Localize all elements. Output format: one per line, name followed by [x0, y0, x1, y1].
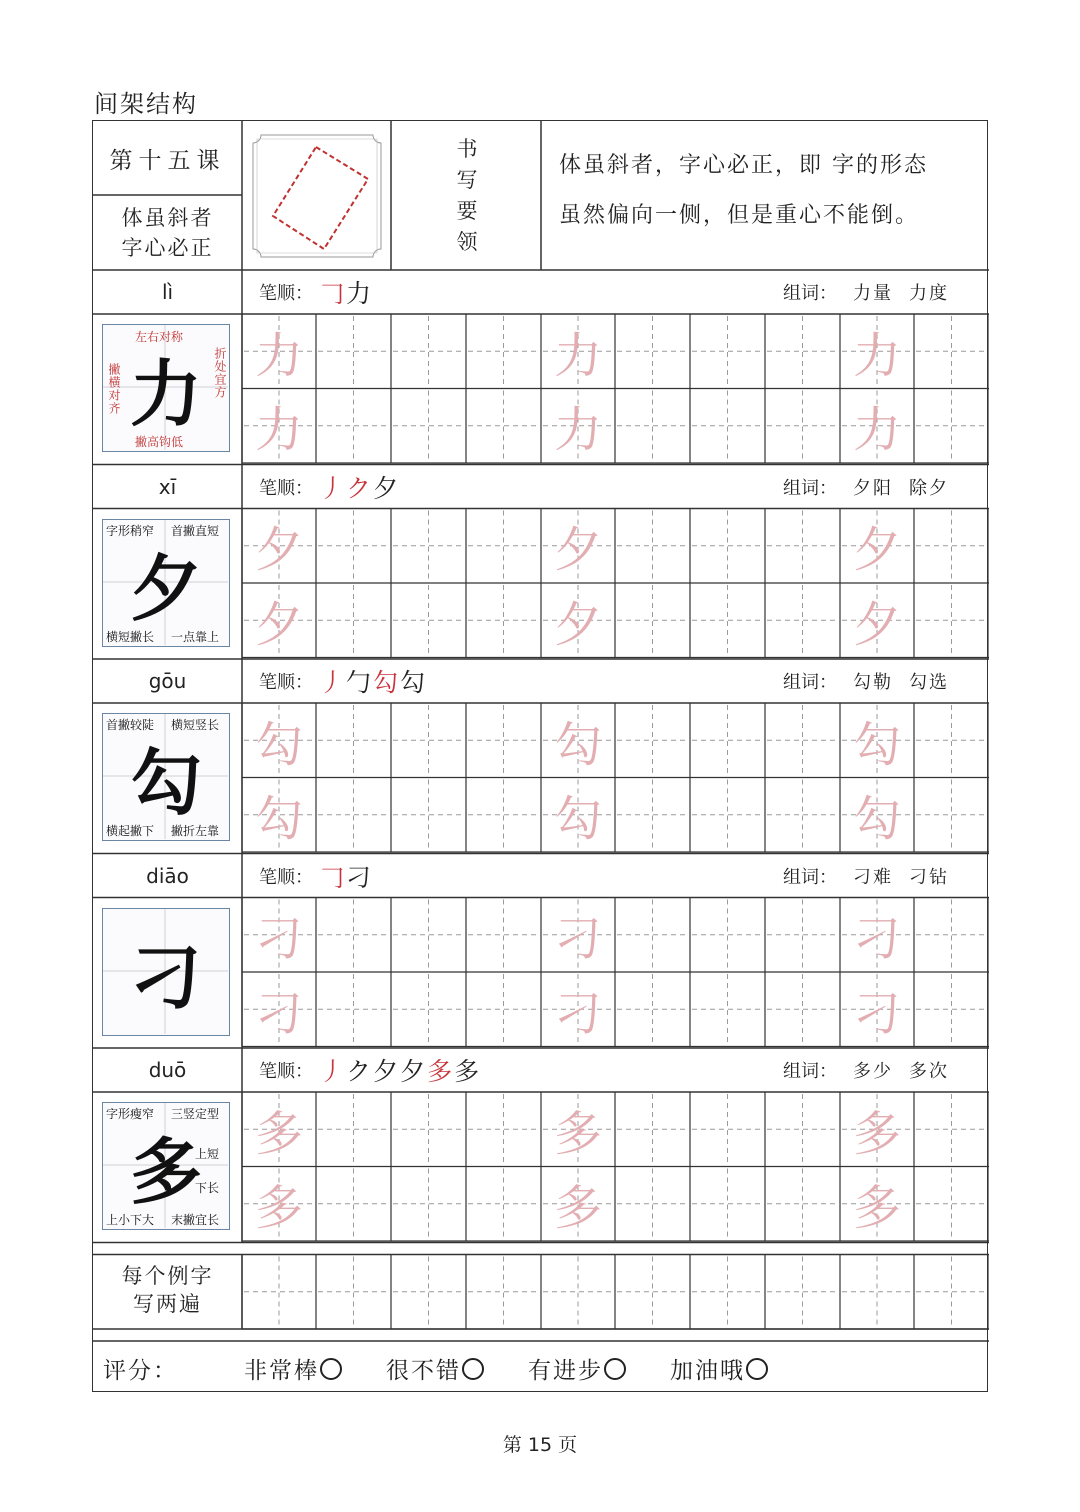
stroke-step: 夕 [373, 473, 401, 503]
words-label: 组词： [783, 866, 837, 888]
pinyin-label: lì [161, 280, 174, 304]
structure-note: 上小下大 [106, 1213, 155, 1227]
key-points-text [559, 141, 979, 241]
words-label: 组词： [783, 477, 837, 499]
model-character: 勾 [129, 740, 202, 825]
trace-character[interactable]: 刁 [254, 911, 303, 967]
structure-note: 撇折左靠 [171, 824, 220, 838]
stroke-step: 𠃌 [319, 862, 347, 892]
trace-character[interactable]: 勾 [852, 791, 901, 847]
structure-note: 字形稍窄 [106, 523, 155, 538]
key-points-label [393, 121, 541, 270]
stroke-order-label: 笔顺： [259, 672, 313, 693]
trace-character[interactable]: 勾 [852, 716, 901, 773]
key-label-char: 书 [456, 136, 478, 161]
circle-icon[interactable] [462, 1358, 484, 1380]
stroke-step: ク [346, 1057, 374, 1086]
word-example: 勾选 [909, 672, 949, 693]
page-number: 第 15 页 [502, 1434, 578, 1456]
stroke-step: 勾 [400, 668, 428, 697]
trace-character[interactable]: 刁 [553, 911, 602, 967]
worksheet [92, 120, 988, 1392]
word-example: 多次 [909, 1061, 949, 1082]
trace-character[interactable]: 力 [553, 327, 602, 384]
words-label: 组词： [783, 672, 837, 693]
stroke-order-label: 笔顺： [259, 1061, 313, 1082]
structure-note: 横短竖长 [171, 718, 220, 732]
stroke-order [259, 465, 400, 509]
stroke-order [259, 854, 373, 898]
word-examples [783, 465, 949, 509]
trace-character[interactable]: 勾 [254, 791, 303, 847]
trace-character[interactable]: 多 [852, 1105, 901, 1162]
structure-note: 三竖定型 [171, 1107, 220, 1121]
word-example: 除夕 [909, 477, 949, 499]
practice-label-line: 写两遍 [133, 1292, 202, 1316]
structure-note: 首撇直短 [171, 523, 220, 538]
word-example: 刁难 [853, 866, 893, 888]
score-option-very-good[interactable]: 很不错 [386, 1352, 484, 1385]
lesson-number: 第十五课 [109, 147, 226, 174]
pinyin-label: diāo [146, 863, 189, 888]
stroke-order-label: 笔顺： [259, 477, 313, 499]
trace-character[interactable]: 力 [254, 402, 303, 458]
key-text-line: 体虽斜者，字心必正，即 字的形态 [559, 153, 928, 178]
word-examples [783, 659, 949, 703]
trace-character[interactable]: 刁 [553, 985, 602, 1042]
score-label: 评分： [103, 1357, 178, 1384]
stroke-step: 力 [346, 279, 374, 308]
trace-character[interactable]: 夕 [852, 522, 901, 578]
practice-label [93, 1251, 242, 1329]
model-character: 夕 [129, 545, 202, 631]
key-label-char: 写 [456, 167, 478, 192]
stroke-step: 多 [454, 1057, 482, 1086]
word-examples [783, 1048, 949, 1092]
model-character: 刁 [129, 934, 202, 1020]
key-text-line: 虽然偏向一侧，但是重心不能倒。 [559, 203, 920, 228]
model-character-card [102, 713, 230, 841]
stroke-step: ク [346, 473, 374, 503]
trace-character[interactable]: 力 [553, 402, 602, 458]
structure-note: 折处宜方 [213, 347, 227, 399]
score-option-keep-going[interactable]: 加油哦 [670, 1352, 768, 1385]
circle-icon[interactable] [604, 1358, 626, 1380]
structure-note: 下长 [195, 1181, 220, 1195]
structure-note: 横短撇长 [106, 629, 155, 644]
key-label-char: 要 [456, 198, 478, 223]
score-option-excellent[interactable]: 非常棒 [244, 1352, 342, 1385]
stroke-step: 夕 [400, 1057, 428, 1086]
stroke-step: 夕 [373, 1057, 401, 1086]
tilted-rectangle-diagram [243, 121, 391, 270]
model-character-card [102, 519, 230, 647]
practice-label-line: 每个例字 [121, 1264, 214, 1288]
word-examples [783, 854, 949, 898]
stroke-step: 勾 [373, 668, 401, 697]
lesson-title-line: 字心必正 [121, 236, 214, 260]
trace-character[interactable]: 刁 [254, 985, 303, 1042]
word-example: 多少 [853, 1061, 893, 1082]
trace-character[interactable]: 刁 [852, 911, 901, 967]
stroke-order-label: 笔顺： [259, 283, 313, 304]
word-example: 夕阳 [853, 477, 893, 499]
circle-icon[interactable] [746, 1358, 768, 1380]
trace-character[interactable]: 多 [254, 1180, 303, 1236]
stroke-order [259, 270, 373, 314]
page-header: 间架结构 [94, 90, 198, 118]
stroke-step: 丿 [319, 473, 347, 503]
score-row [103, 1343, 812, 1393]
word-example: 勾勒 [853, 672, 893, 693]
trace-character[interactable]: 勾 [254, 716, 303, 773]
trace-character[interactable]: 多 [553, 1105, 602, 1162]
lesson-title [93, 196, 242, 270]
word-example: 刁钻 [909, 866, 949, 888]
stroke-step: 𠃌 [319, 279, 347, 308]
lesson-title-line: 体虽斜者 [121, 206, 214, 230]
key-label-char: 领 [456, 229, 478, 254]
trace-character[interactable]: 力 [852, 327, 901, 384]
trace-character[interactable]: 勾 [553, 716, 602, 773]
stroke-order [259, 1048, 481, 1092]
trace-character[interactable]: 多 [254, 1105, 303, 1162]
stroke-step: 刁 [346, 862, 374, 892]
structure-note: 字形瘦窄 [106, 1107, 155, 1121]
model-character-card [102, 908, 230, 1036]
trace-character[interactable]: 夕 [553, 596, 602, 653]
word-examples [783, 270, 949, 314]
trace-character[interactable]: 力 [852, 402, 901, 458]
stroke-order-label: 笔顺： [259, 866, 313, 888]
structure-note: 一点靠上 [171, 629, 220, 644]
trace-character[interactable]: 多 [553, 1180, 602, 1236]
trace-character[interactable]: 夕 [254, 522, 303, 578]
stroke-step: 勹 [346, 668, 374, 697]
pinyin-label: xī [158, 474, 177, 499]
stroke-step: 多 [427, 1057, 455, 1086]
model-character-card [102, 324, 230, 452]
structure-note: 撇高钩低 [135, 435, 184, 449]
score-option-progress[interactable]: 有进步 [528, 1352, 626, 1385]
structure-note: 左右对称 [135, 330, 184, 344]
pinyin-label: duō [148, 1058, 187, 1082]
word-example: 力量 [853, 283, 893, 304]
model-character: 多 [129, 1129, 202, 1214]
pinyin-label: gōu [148, 669, 187, 693]
trace-character[interactable]: 多 [852, 1180, 901, 1236]
trace-character[interactable]: 力 [254, 327, 303, 384]
trace-character[interactable]: 夕 [852, 596, 901, 653]
trace-character[interactable]: 刁 [852, 985, 901, 1042]
trace-character[interactable]: 勾 [553, 791, 602, 847]
structure-note: 横起撇下 [106, 824, 155, 838]
model-character-card [102, 1102, 230, 1230]
model-character: 力 [129, 351, 202, 436]
stroke-step: 丿 [319, 668, 347, 697]
words-label: 组词： [783, 1061, 837, 1082]
structure-note: 首撇较陡 [106, 718, 155, 732]
circle-icon[interactable] [320, 1358, 342, 1380]
stroke-order [259, 659, 427, 703]
stroke-step: 丿 [319, 1057, 347, 1086]
words-label: 组词： [783, 283, 837, 304]
structure-note: 上短 [195, 1147, 220, 1161]
structure-note: 末撇宜长 [171, 1213, 220, 1227]
structure-note: 撇横对齐 [107, 363, 121, 415]
word-example: 力度 [909, 283, 949, 304]
trace-character[interactable]: 夕 [553, 522, 602, 578]
trace-character[interactable]: 夕 [254, 596, 303, 653]
